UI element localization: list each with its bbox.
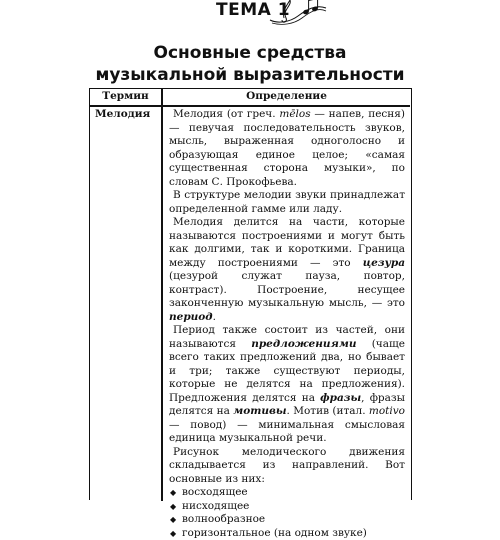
greek-term: mēlos [279, 108, 310, 120]
text-run: . [213, 311, 216, 323]
definition-paragraph-5: Рисунок мелодического движения складывается из направлений. Вот основные из них: [169, 446, 405, 487]
text-run: Мелодия (от греч. [173, 108, 279, 120]
list-item: ◆ восходящее [169, 486, 405, 500]
definition-paragraph-3 [169, 216, 405, 324]
key-term-phrases: фразы [320, 392, 361, 404]
direction-list [169, 486, 405, 540]
text-run: (цезурой служат пауза, повтор, контраст). Построение, несущее законченную музыкальную мысль, — это [169, 270, 405, 309]
definition-paragraph-1 [169, 108, 405, 189]
key-term-sentences: предложениями [251, 338, 356, 350]
definition-paragraph-2: В структуре мелодии звуки принадлежат определенной гамме или ладу. [169, 189, 405, 216]
list-item: ◆ нисходящее [169, 500, 405, 514]
text-run: , фразы делятся на [169, 392, 405, 418]
list-item: ◆ горизонтальное (на одном звуке) [169, 527, 405, 540]
text-run: Период также состоит из частей, они называются [169, 324, 405, 350]
key-term-period: период [169, 311, 213, 323]
key-term-cesura: цезура [363, 257, 405, 269]
text-run: (чаще всего таких предложений два, но бывает и три; также существуют периоды, которые не делятся на предложения). Предложения делятся на [169, 338, 405, 404]
column-header-definition: Определение [163, 90, 410, 102]
topic-header [0, 0, 500, 28]
definition-paragraph-4 [169, 324, 405, 446]
italian-term: motivo [369, 405, 405, 417]
column-divider [161, 89, 163, 501]
music-notes-icon [268, 0, 328, 26]
text-run: — напев, песня) — певучая последовательность звуков, мысль, выраженная одноголосно и образующая единое целое; «самая существенная сторона музыки», по словам С. Прокофьева. [169, 108, 405, 188]
terms-table [89, 88, 412, 500]
term-cell: Мелодия [95, 108, 150, 120]
key-term-motifs: мотивы [233, 405, 286, 417]
definition-cell [169, 108, 405, 540]
text-run: . Мотив (итал. [287, 405, 369, 417]
text-run: — повод) — минимальная смысловая единица музыкальной речи. [169, 419, 405, 445]
text-run: Мелодия делится на части, которые называются построениями и могут быть как долгими, так и короткими. Граница между построениями — это [169, 216, 405, 269]
page-title-line-1: Основные средства [0, 41, 500, 65]
column-header-term: Термин [90, 90, 161, 102]
list-item: ◆ волнообразное [169, 513, 405, 527]
topic-label: ТЕМА 1 [216, 0, 290, 20]
header-divider [90, 105, 410, 107]
page-title-line-2: музыкальной выразительности [0, 63, 500, 87]
